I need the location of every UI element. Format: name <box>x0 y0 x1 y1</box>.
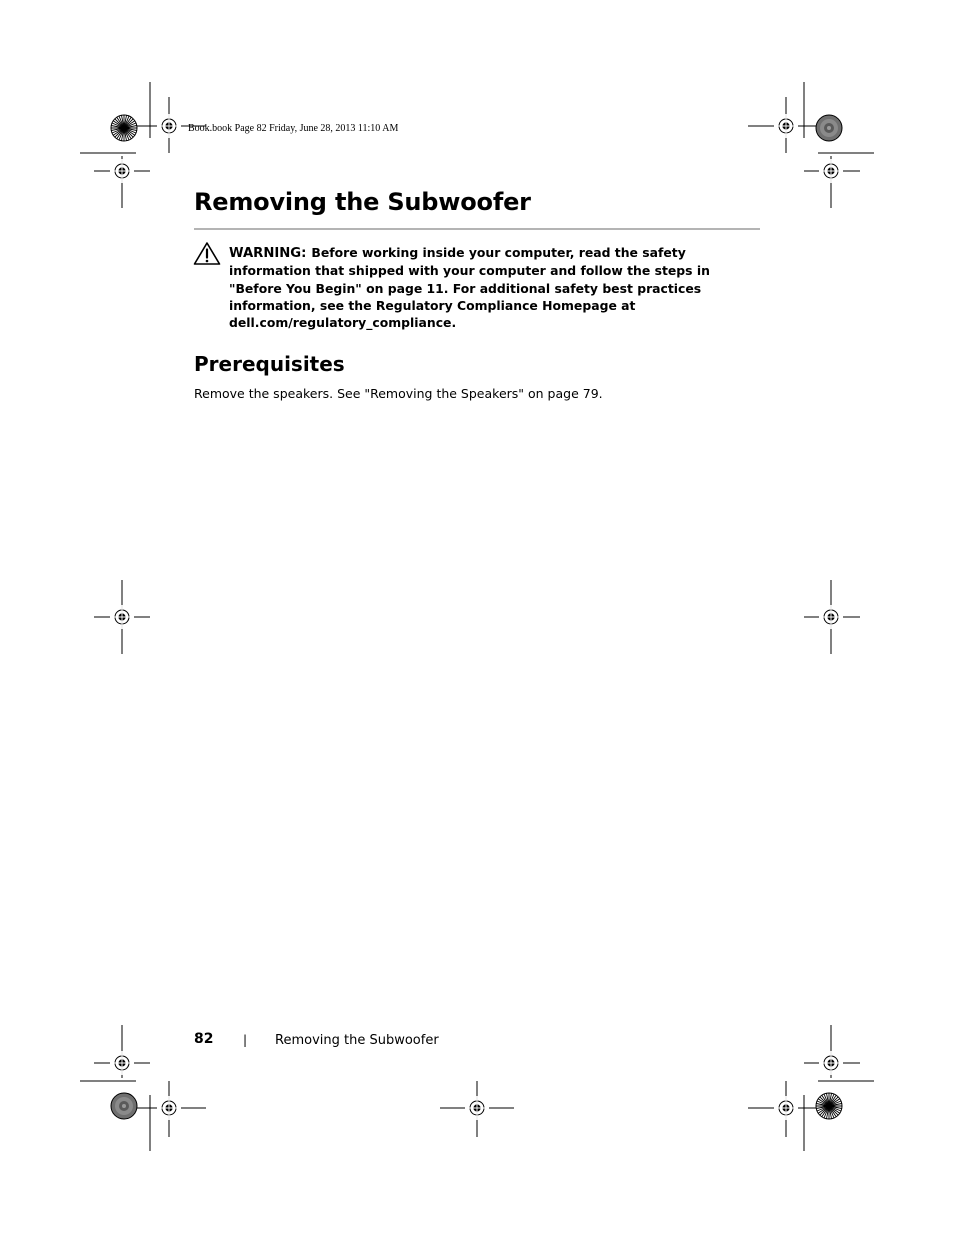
color-wheel-icon <box>111 1093 137 1119</box>
warning-triangle-icon <box>193 241 221 270</box>
color-wheel-icon <box>816 1093 842 1119</box>
warning-label: WARNING: <box>229 246 307 261</box>
color-wheel-icon <box>816 115 842 141</box>
registration-mark-icon <box>819 1051 843 1075</box>
page-number: 82 <box>194 1031 214 1047</box>
title-rule <box>194 228 760 230</box>
registration-mark-icon <box>465 1096 489 1120</box>
print-info: Book.book Page 82 Friday, June 28, 2013 11:10 AM <box>188 123 399 134</box>
registration-mark-icon <box>819 159 843 183</box>
color-wheel-icon <box>111 115 137 141</box>
registration-mark-icon <box>157 114 181 138</box>
registration-mark-icon <box>110 605 134 629</box>
registration-mark-icon <box>110 1051 134 1075</box>
registration-mark-icon <box>774 1096 798 1120</box>
footer-title: Removing the Subwoofer <box>275 1033 439 1048</box>
prerequisites-text: Remove the speakers. See "Removing the Speakers" on page 79. <box>194 386 603 401</box>
registration-mark-icon <box>157 1096 181 1120</box>
page-title: Removing the Subwoofer <box>194 188 531 216</box>
registration-mark-icon <box>110 159 134 183</box>
warning-block <box>229 244 764 331</box>
registration-mark-icon <box>774 114 798 138</box>
footer-separator: | <box>243 1033 248 1047</box>
section-heading-prerequisites: Prerequisites <box>194 352 345 376</box>
registration-mark-icon <box>819 605 843 629</box>
warning-text: Before working inside your computer, read the safety information that shipped with your computer and follow the steps in "Before You Begin" on page 11. For additional safety best practices information, see the Regulatory Compliance Homepage at dell.com/regulatory_compliance. <box>229 245 710 331</box>
